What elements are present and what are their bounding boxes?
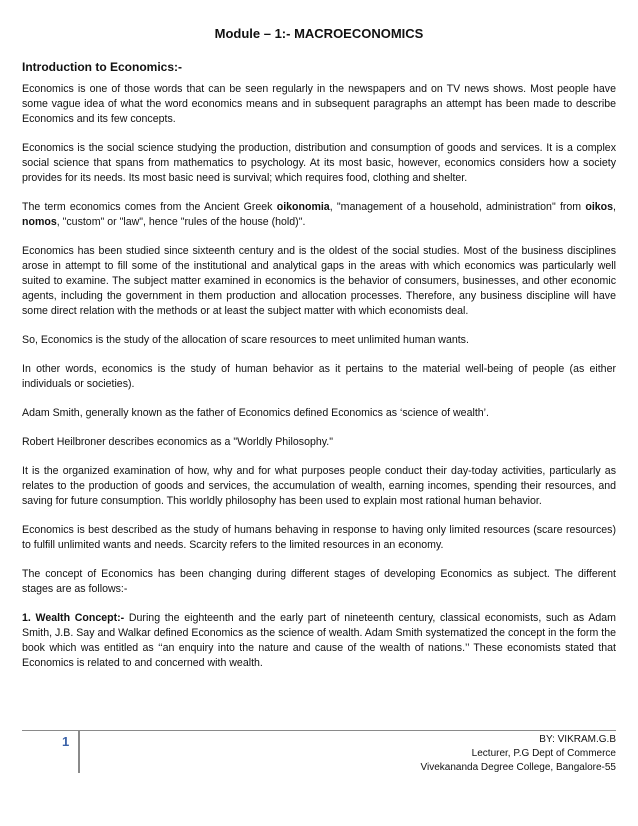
footer-author: BY: VIKRAM.G.B xyxy=(539,734,616,745)
paragraph-stages: The concept of Economics has been changing during different stages of developing Economics as subject. The different stages are as follows:- xyxy=(22,568,616,595)
paragraph-history: Economics has been studied since sixteenth century and is the oldest of the social studies. Most of the business disciplines arose in attempt to fill some of the institutional and analytical gaps in the areas with which economics was particularly well suited to examine. The subject matter examined in economics is the behavior of consumers, businesses, and other economic agents, including the government in them production and allocation processes. Therefore, any business discipline will have some direct relation with the methods or at least the subject matter with which economists deal. xyxy=(22,245,616,317)
document-body xyxy=(22,60,616,677)
footer-vertical-divider xyxy=(78,731,80,773)
etymology-text-a: The term economics comes from the Ancient Greek xyxy=(22,201,277,213)
wealth-concept-label: 1. Wealth Concept:- xyxy=(22,612,125,624)
paragraph-summary: So, Economics is the study of the allocation of scare resources to meet unlimited human wants. xyxy=(22,334,469,346)
wealth-concept-text: During the eighteenth and the early part of nineteenth century, classical economists, such as Adam Smith, J.B. Say and Walkar defined Economics as the science of wealth. Adam Smith systematized the concept in the form the book which was entitled as ‘‘an enquiry into the nature and cause of the wealth of nations.’’ These economists stated that Economics is related to and concerned with wealth. xyxy=(22,612,617,669)
paragraph-heilbroner: Robert Heilbroner describes economics as a "Worldly Philosophy." xyxy=(22,436,333,448)
footer-role: Lecturer, P.G Dept of Commerce xyxy=(471,748,616,759)
etymology-text-e: , xyxy=(613,201,616,213)
etymology-text-g: , "custom" or "law", hence "rules of the house (hold)". xyxy=(56,216,306,228)
paragraph-intro: Economics is one of those words that can be seen regularly in the newspapers and on TV news shows. Most people have some vague idea of what the word economics means and in subsequent paragraphs an attempt has been made to describe Economics and its few concepts. xyxy=(22,83,616,125)
term-nomos: nomos xyxy=(22,216,57,228)
footer-divider xyxy=(22,730,616,731)
term-oikos: oikos xyxy=(585,201,614,213)
paragraph-organized-examination: It is the organized examination of how, why and for what purposes people conduct their day-today activities, particularly as relates to the production of goods and services, the accumulation of wealth, earning incomes, spending their resources, and saving for future consumption. This worldly philosophy has been used to explain most rational human behavior. xyxy=(22,465,616,507)
module-title: Module – 1:- MACROECONOMICS xyxy=(214,26,424,41)
etymology-text-c: , "management of a household, administration" from xyxy=(329,201,586,213)
footer-college: Vivekananda Degree College, Bangalore-55 xyxy=(420,762,616,773)
paragraph-wealth-concept xyxy=(22,611,616,671)
paragraph-scarcity: Economics is best described as the study of humans behaving in response to having only limited resources (scare resources) to fulfill unlimited wants and needs. Scarcity refers to the limited resources in an economy. xyxy=(22,524,616,551)
paragraph-other-words: In other words, economics is the study of human behavior as it pertains to the material well-being of people (as either individuals or societies). xyxy=(22,363,616,390)
footer-credits xyxy=(420,733,616,775)
paragraph-definition: Economics is the social science studying the production, distribution and consumption of goods and services. It is a complex social science that spans from mathematics to psychology. At its most basic, however, economics considers how a society provides for its needs. Its most basic need is survival; which requires food, clothing and shelter. xyxy=(22,142,616,184)
term-oikonomia: oikonomia xyxy=(276,201,330,213)
paragraph-adam-smith: Adam Smith, generally known as the father of Economics defined Economics as ‘science of wealth’. xyxy=(22,407,489,419)
page-number: 1 xyxy=(62,734,70,749)
section-heading: Introduction to Economics:- xyxy=(22,60,182,74)
paragraph-etymology xyxy=(22,200,616,230)
